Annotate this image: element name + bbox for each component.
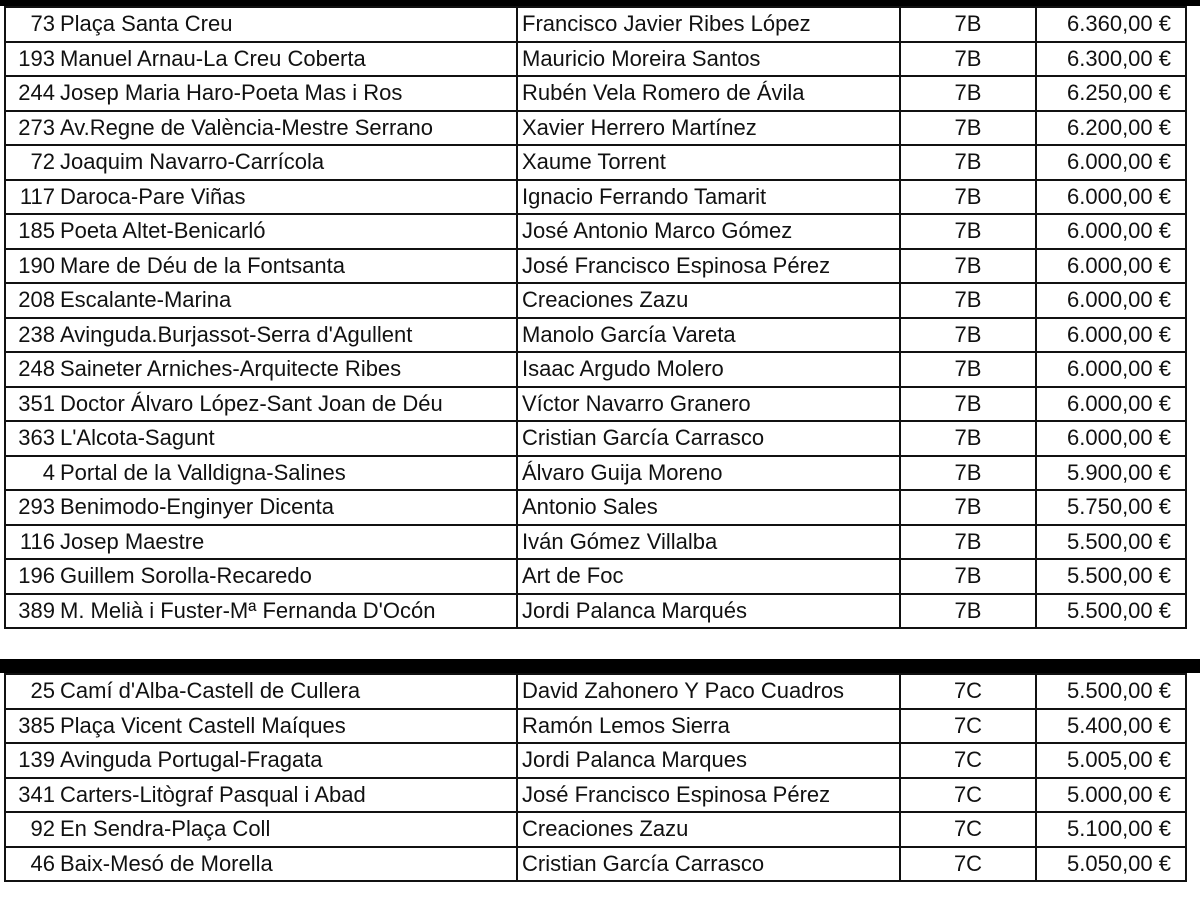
category-cell: 7B — [900, 249, 1036, 284]
falla-name-cell: Portal de la Valldigna-Salines — [58, 456, 517, 491]
price-cell: 5.005,00 € — [1036, 743, 1186, 778]
artist-name-cell: José Francisco Espinosa Pérez — [517, 778, 900, 813]
falla-number-cell: 244 — [5, 76, 58, 111]
price-cell: 6.000,00 € — [1036, 249, 1186, 284]
falla-name-cell: Av.Regne de València-Mestre Serrano — [58, 111, 517, 146]
artist-name-cell: Víctor Navarro Granero — [517, 387, 900, 422]
table-row — [5, 743, 1186, 778]
price-cell: 6.000,00 € — [1036, 214, 1186, 249]
artist-name-cell: Manolo García Vareta — [517, 318, 900, 353]
falla-name-cell: Baix-Mesó de Morella — [58, 847, 517, 882]
table-row — [5, 812, 1186, 847]
price-cell: 6.000,00 € — [1036, 145, 1186, 180]
artist-name-cell: Isaac Argudo Molero — [517, 352, 900, 387]
table-row — [5, 559, 1186, 594]
artist-name-cell: Xaume Torrent — [517, 145, 900, 180]
falla-number-cell: 341 — [5, 778, 58, 813]
falla-name-cell: Manuel Arnau-La Creu Coberta — [58, 42, 517, 77]
falla-name-cell: Escalante-Marina — [58, 283, 517, 318]
price-cell: 6.000,00 € — [1036, 283, 1186, 318]
falla-number-cell: 73 — [5, 7, 58, 42]
price-cell: 5.500,00 € — [1036, 594, 1186, 629]
artist-name-cell: Antonio Sales — [517, 490, 900, 525]
falla-number-cell: 139 — [5, 743, 58, 778]
artist-name-cell: Ignacio Ferrando Tamarit — [517, 180, 900, 215]
price-cell: 6.360,00 € — [1036, 7, 1186, 42]
artist-name-cell: José Antonio Marco Gómez — [517, 214, 900, 249]
artist-name-cell: Art de Foc — [517, 559, 900, 594]
category-cell: 7B — [900, 76, 1036, 111]
falla-name-cell: Avinguda.Burjassot-Serra d'Agullent — [58, 318, 517, 353]
table-row — [5, 42, 1186, 77]
table-row — [5, 525, 1186, 560]
falla-number-cell: 238 — [5, 318, 58, 353]
price-cell: 6.000,00 € — [1036, 421, 1186, 456]
falla-number-cell: 208 — [5, 283, 58, 318]
artist-name-cell: Iván Gómez Villalba — [517, 525, 900, 560]
falla-name-cell: Saineter Arniches-Arquitecte Ribes — [58, 352, 517, 387]
category-cell: 7B — [900, 387, 1036, 422]
table-row — [5, 674, 1186, 709]
category-7c-rows — [5, 674, 1186, 881]
table-row — [5, 76, 1186, 111]
artist-name-cell: Ramón Lemos Sierra — [517, 709, 900, 744]
category-cell: 7B — [900, 145, 1036, 180]
table-row — [5, 7, 1186, 42]
falla-number-cell: 351 — [5, 387, 58, 422]
category-7c-table — [4, 673, 1187, 882]
falla-number-cell: 117 — [5, 180, 58, 215]
falla-number-cell: 273 — [5, 111, 58, 146]
artist-name-cell: Álvaro Guija Moreno — [517, 456, 900, 491]
price-cell: 6.000,00 € — [1036, 180, 1186, 215]
artist-name-cell: Cristian García Carrasco — [517, 847, 900, 882]
table-row — [5, 283, 1186, 318]
falla-name-cell: Josep Maestre — [58, 525, 517, 560]
falla-number-cell: 248 — [5, 352, 58, 387]
falla-number-cell: 46 — [5, 847, 58, 882]
falla-number-cell: 293 — [5, 490, 58, 525]
price-cell: 5.500,00 € — [1036, 674, 1186, 709]
artist-name-cell: Jordi Palanca Marqués — [517, 594, 900, 629]
price-cell: 5.000,00 € — [1036, 778, 1186, 813]
category-cell: 7C — [900, 674, 1036, 709]
falla-name-cell: Carters-Litògraf Pasqual i Abad — [58, 778, 517, 813]
category-cell: 7B — [900, 490, 1036, 525]
table-row — [5, 352, 1186, 387]
artist-name-cell: Cristian García Carrasco — [517, 421, 900, 456]
artist-name-cell: José Francisco Espinosa Pérez — [517, 249, 900, 284]
falla-number-cell: 72 — [5, 145, 58, 180]
category-cell: 7B — [900, 594, 1036, 629]
table-row — [5, 421, 1186, 456]
category-cell: 7B — [900, 318, 1036, 353]
category-separator-bar — [0, 659, 1200, 673]
artist-name-cell: Mauricio Moreira Santos — [517, 42, 900, 77]
category-cell: 7B — [900, 7, 1036, 42]
category-cell: 7B — [900, 352, 1036, 387]
falla-number-cell: 4 — [5, 456, 58, 491]
table-row — [5, 318, 1186, 353]
category-cell: 7C — [900, 709, 1036, 744]
falla-name-cell: M. Melià i Fuster-Mª Fernanda D'Ocón — [58, 594, 517, 629]
falla-number-cell: 363 — [5, 421, 58, 456]
falla-name-cell: Doctor Álvaro López-Sant Joan de Déu — [58, 387, 517, 422]
category-cell: 7C — [900, 778, 1036, 813]
falla-name-cell: Benimodo-Enginyer Dicenta — [58, 490, 517, 525]
falla-name-cell: Poeta Altet-Benicarló — [58, 214, 517, 249]
price-cell: 6.000,00 € — [1036, 352, 1186, 387]
category-cell: 7B — [900, 456, 1036, 491]
price-cell: 5.050,00 € — [1036, 847, 1186, 882]
table-row — [5, 709, 1186, 744]
price-cell: 6.250,00 € — [1036, 76, 1186, 111]
table-row — [5, 111, 1186, 146]
artist-name-cell: Rubén Vela Romero de Ávila — [517, 76, 900, 111]
category-cell: 7B — [900, 111, 1036, 146]
price-cell: 5.500,00 € — [1036, 525, 1186, 560]
price-cell: 6.200,00 € — [1036, 111, 1186, 146]
table-row — [5, 490, 1186, 525]
category-cell: 7B — [900, 180, 1036, 215]
category-7b-rows — [5, 7, 1186, 628]
table-row — [5, 778, 1186, 813]
table-row — [5, 145, 1186, 180]
category-cell: 7C — [900, 812, 1036, 847]
price-cell: 5.400,00 € — [1036, 709, 1186, 744]
category-cell: 7C — [900, 743, 1036, 778]
table-row — [5, 180, 1186, 215]
falla-number-cell: 116 — [5, 525, 58, 560]
table-row — [5, 387, 1186, 422]
table-row — [5, 847, 1186, 882]
category-cell: 7B — [900, 42, 1036, 77]
falla-number-cell: 25 — [5, 674, 58, 709]
falla-number-cell: 185 — [5, 214, 58, 249]
category-cell: 7B — [900, 214, 1036, 249]
falla-number-cell: 389 — [5, 594, 58, 629]
falla-name-cell: Guillem Sorolla-Recaredo — [58, 559, 517, 594]
falla-name-cell: Avinguda Portugal-Fragata — [58, 743, 517, 778]
price-cell: 6.300,00 € — [1036, 42, 1186, 77]
category-7b-table — [4, 6, 1187, 629]
table-row — [5, 456, 1186, 491]
price-cell: 6.000,00 € — [1036, 318, 1186, 353]
falla-number-cell: 196 — [5, 559, 58, 594]
price-cell: 6.000,00 € — [1036, 387, 1186, 422]
artist-name-cell: Xavier Herrero Martínez — [517, 111, 900, 146]
artist-name-cell: David Zahonero Y Paco Cuadros — [517, 674, 900, 709]
category-cell: 7B — [900, 283, 1036, 318]
category-cell: 7B — [900, 559, 1036, 594]
falla-number-cell: 193 — [5, 42, 58, 77]
falla-name-cell: Plaça Santa Creu — [58, 7, 517, 42]
falla-name-cell: L'Alcota-Sagunt — [58, 421, 517, 456]
category-cell: 7B — [900, 525, 1036, 560]
category-cell: 7C — [900, 847, 1036, 882]
falla-name-cell: Camí d'Alba-Castell de Cullera — [58, 674, 517, 709]
falla-name-cell: Plaça Vicent Castell Maíques — [58, 709, 517, 744]
table-row — [5, 594, 1186, 629]
category-cell: 7B — [900, 421, 1036, 456]
falla-number-cell: 92 — [5, 812, 58, 847]
price-cell: 5.500,00 € — [1036, 559, 1186, 594]
table-row — [5, 249, 1186, 284]
artist-name-cell: Jordi Palanca Marques — [517, 743, 900, 778]
falla-name-cell: Mare de Déu de la Fontsanta — [58, 249, 517, 284]
falla-number-cell: 190 — [5, 249, 58, 284]
falla-name-cell: En Sendra-Plaça Coll — [58, 812, 517, 847]
falla-name-cell: Joaquim Navarro-Carrícola — [58, 145, 517, 180]
price-cell: 5.100,00 € — [1036, 812, 1186, 847]
artist-name-cell: Francisco Javier Ribes López — [517, 7, 900, 42]
artist-name-cell: Creaciones Zazu — [517, 812, 900, 847]
falla-name-cell: Daroca-Pare Viñas — [58, 180, 517, 215]
falla-name-cell: Josep Maria Haro-Poeta Mas i Ros — [58, 76, 517, 111]
table-row — [5, 214, 1186, 249]
price-cell: 5.750,00 € — [1036, 490, 1186, 525]
artist-name-cell: Creaciones Zazu — [517, 283, 900, 318]
falla-number-cell: 385 — [5, 709, 58, 744]
price-cell: 5.900,00 € — [1036, 456, 1186, 491]
